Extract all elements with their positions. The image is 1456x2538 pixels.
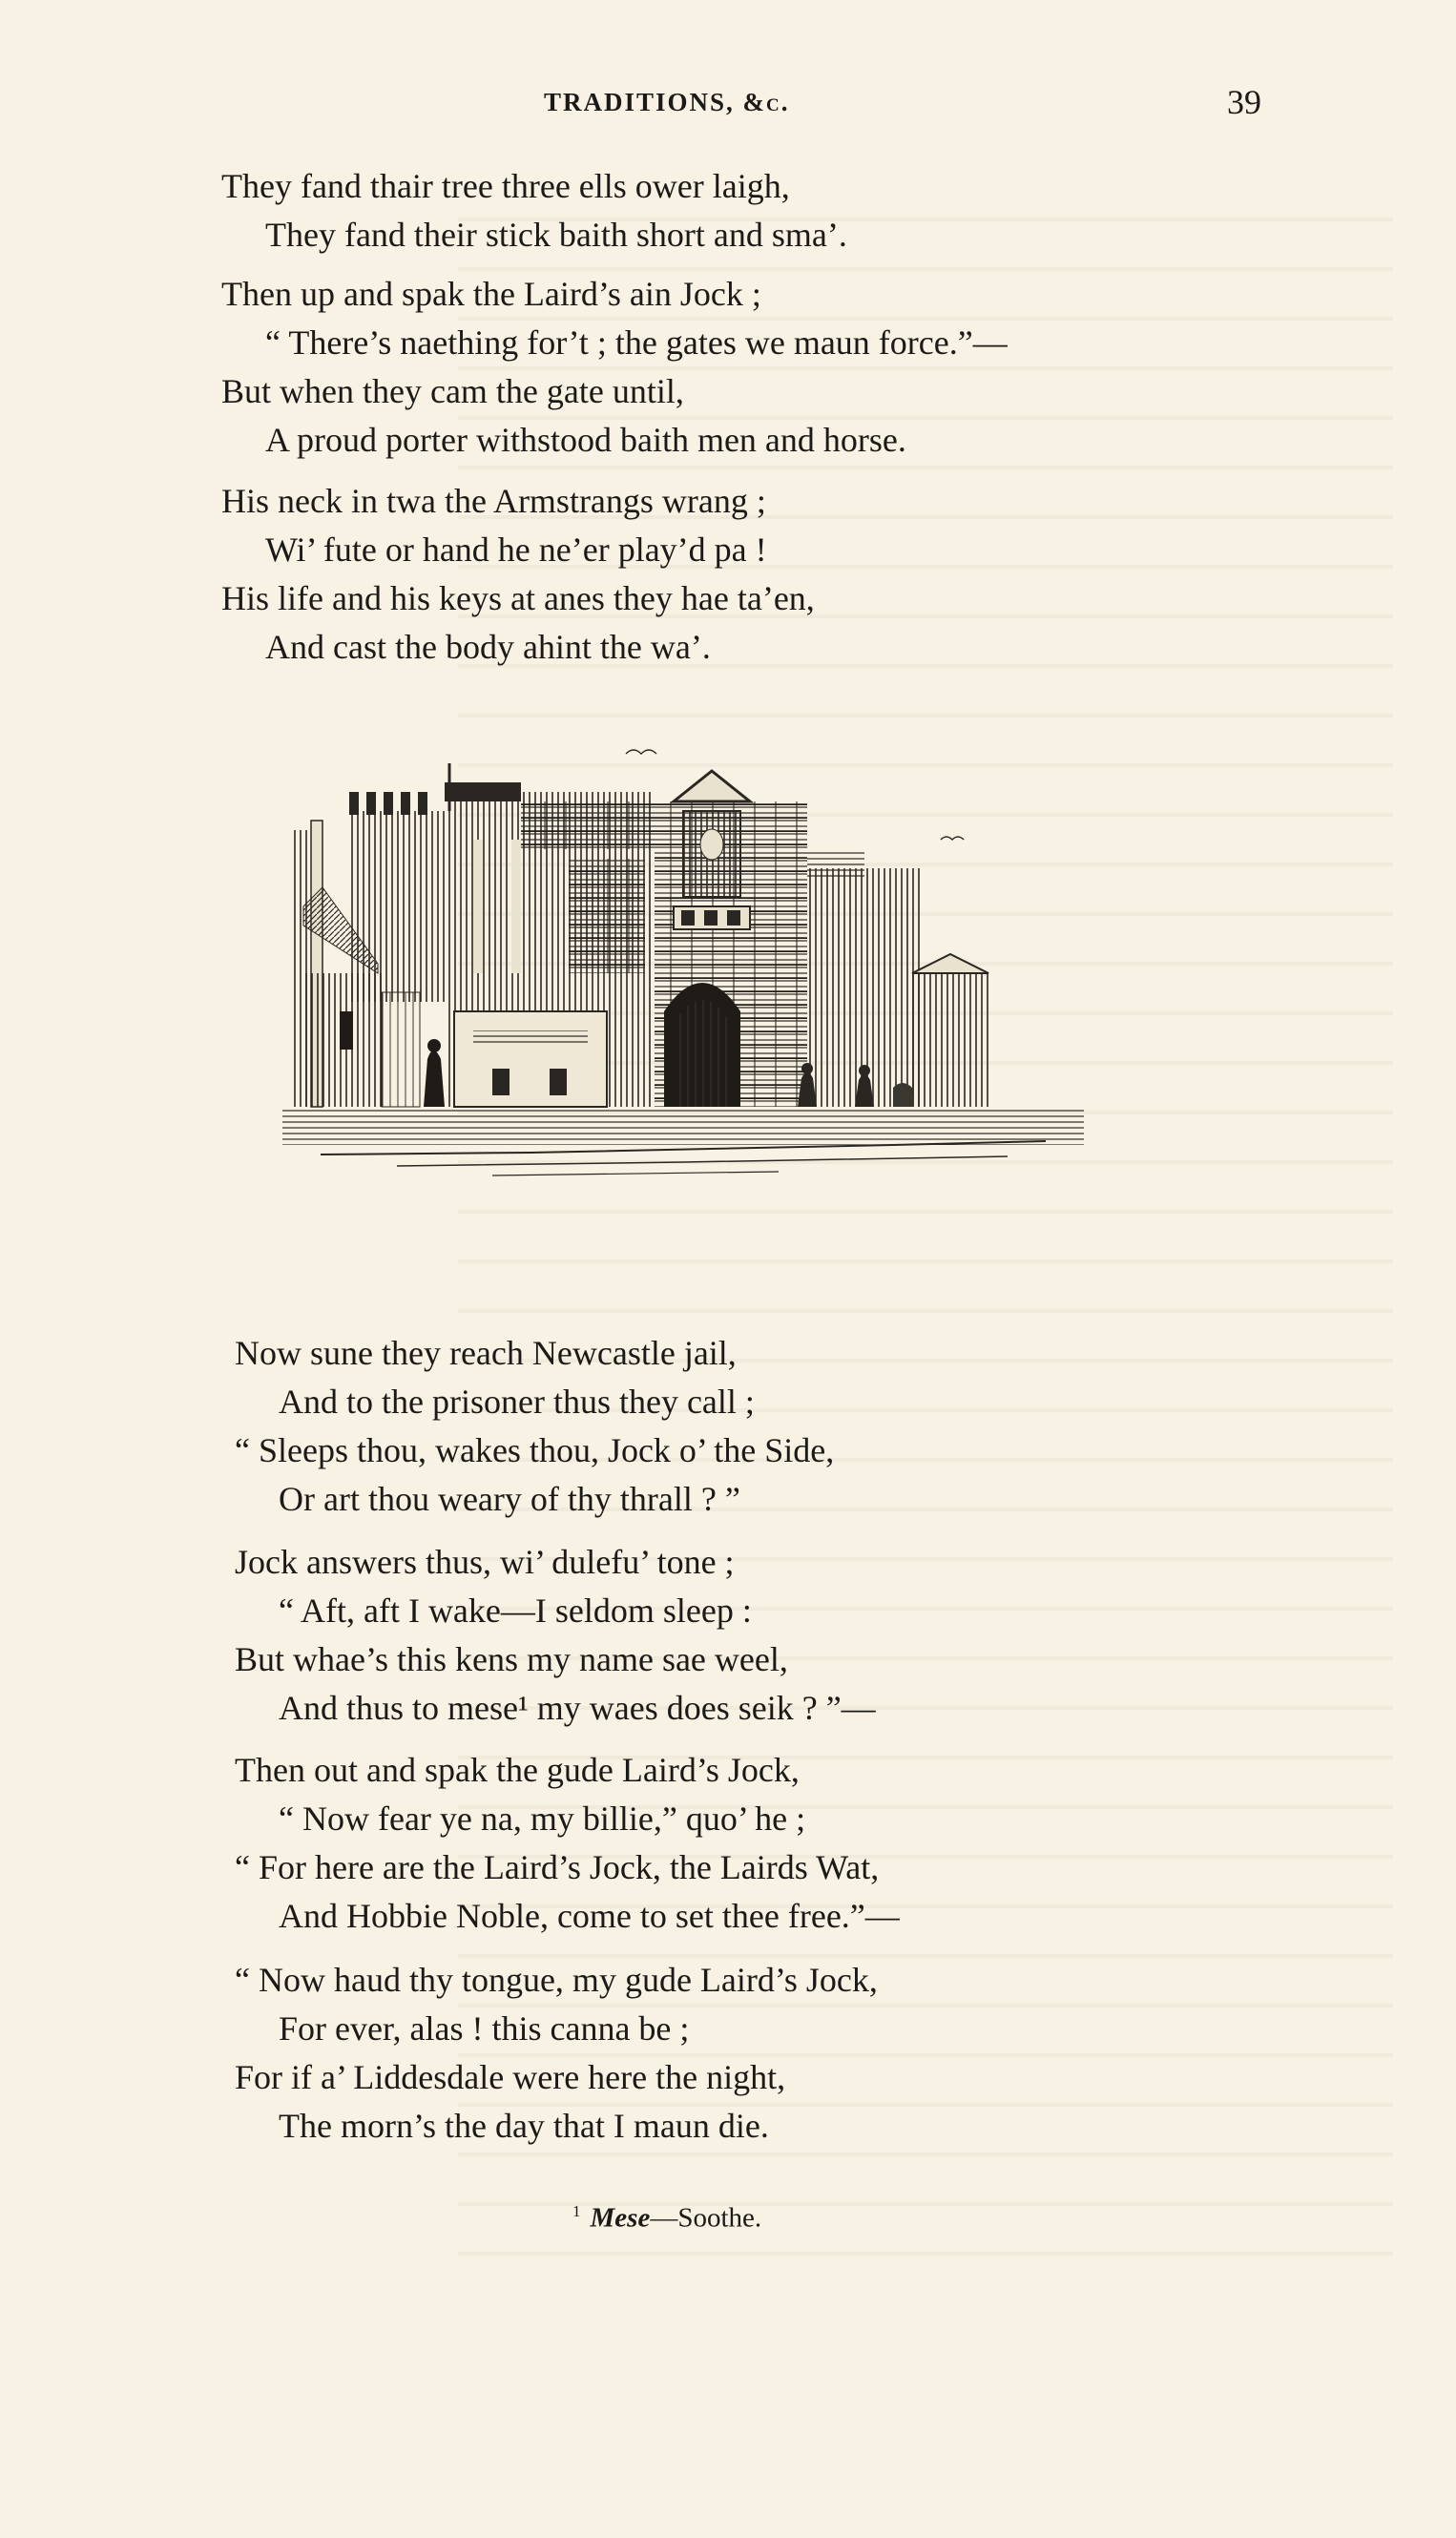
verse-line: His neck in twa the Armstrangs wrang ; (221, 482, 766, 520)
gateway-engraving (282, 725, 1084, 1269)
stanza (235, 1746, 1284, 1941)
verse-line: They fand thair tree three ells ower laigh, (221, 167, 790, 205)
stanza (221, 162, 1271, 260)
page-header (0, 82, 1456, 120)
verse-line: And to the prisoner thus they call ; (279, 1383, 755, 1421)
verse-line: The morn’s the day that I maun die. (279, 2107, 769, 2145)
verse-line: For ever, alas ! this canna be ; (279, 2009, 690, 2048)
verse-line: And thus to mese¹ my waes does seik ? ”— (279, 1689, 876, 1727)
verse-line: “ There’s naething for’t ; the gates we maun force.”— (265, 323, 1008, 362)
stanza (235, 1329, 1284, 1524)
stanza (235, 1956, 1284, 2151)
verse-line: Then out and spak the gude Laird’s Jock, (235, 1751, 800, 1789)
verse-line: A proud porter withstood baith men and horse. (265, 421, 906, 459)
verse-line: For if a’ Liddesdale were here the night, (235, 2058, 786, 2096)
running-head: TRADITIONS, &c. (544, 88, 790, 116)
verse-line: Now sune they reach Newcastle jail, (235, 1334, 737, 1372)
verse-line: But when they cam the gate until, (221, 372, 684, 410)
verse-line: “ For here are the Laird’s Jock, the Lairds Wat, (235, 1848, 880, 1886)
verse-line: “ Aft, aft I wake—I seldom sleep : (279, 1591, 752, 1630)
verse-line: They fand their stick baith short and sma’. (265, 216, 847, 254)
verse-line: Jock answers thus, wi’ dulefu’ tone ; (235, 1543, 735, 1581)
verse-line: “ Now haud thy tongue, my gude Laird’s Jock, (235, 1961, 878, 1999)
stanza (221, 477, 1271, 672)
footnote-definition: —Soothe. (650, 2202, 762, 2234)
footnote (572, 2202, 761, 2235)
stanza (221, 270, 1271, 465)
verse-line: His life and his keys at anes they hae ta’en, (221, 579, 815, 617)
verse-line: But whae’s this kens my name sae weel, (235, 1640, 788, 1678)
verse-line: And Hobbie Noble, come to set thee free.”— (279, 1897, 900, 1935)
footnote-number: 1 (572, 2202, 581, 2220)
page-number: 39 (1227, 83, 1261, 121)
verse-line: Then up and spak the Laird’s ain Jock ; (221, 275, 761, 313)
verse-line: “ Now fear ye na, my billie,” quo’ he ; (279, 1799, 806, 1838)
verse-line: “ Sleeps thou, wakes thou, Jock o’ the Side, (235, 1431, 835, 1469)
stanza (235, 1538, 1284, 1733)
footnote-term: Mese (590, 2202, 651, 2234)
verse-line: Or art thou weary of thy thrall ? ” (279, 1480, 740, 1518)
verse-line: Wi’ fute or hand he ne’er play’d pa ! (265, 530, 767, 569)
verse-line: And cast the body ahint the wa’. (265, 628, 711, 666)
